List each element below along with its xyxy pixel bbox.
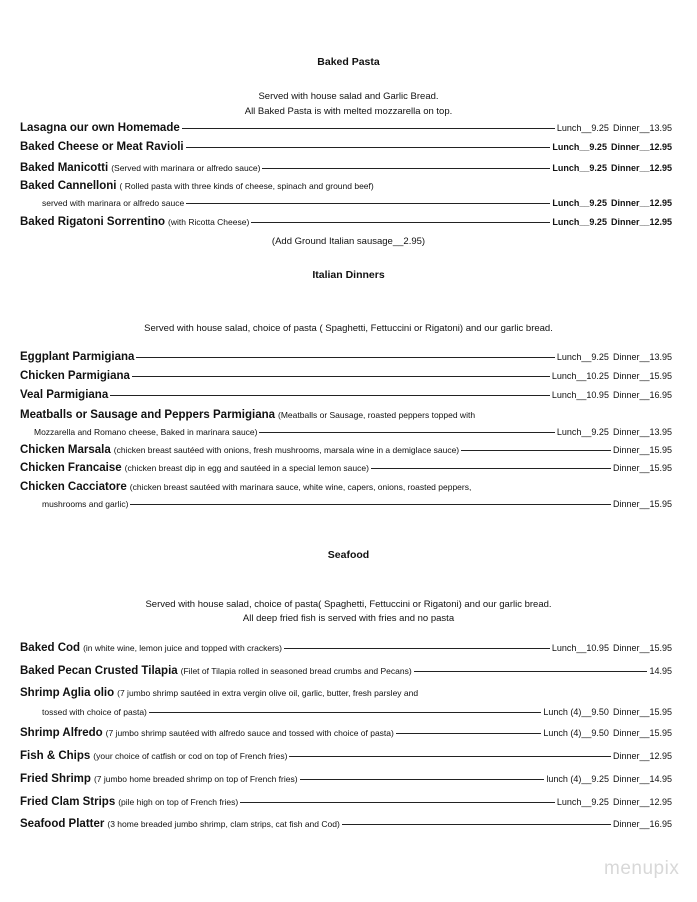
leader-line bbox=[132, 376, 550, 377]
item-name: Fish & Chips bbox=[20, 750, 91, 762]
item-description: (chicken breast sautéed with onions, fresh mushrooms, marsala wine in a demiglace sauce) bbox=[113, 445, 460, 455]
menu-item-shrimp-aglio-olio-cont bbox=[42, 707, 672, 723]
section-note: All Baked Pasta is with melted mozzarella on top. bbox=[244, 106, 453, 117]
section-note: Served with house salad, choice of pasta ( Spaghetti, Fettuccini or Rigatoni) and our garlic bread. bbox=[144, 323, 553, 334]
item-name: Baked Manicotti bbox=[20, 162, 109, 174]
item-name: Baked Cod bbox=[20, 642, 81, 654]
menu-item-manicotti bbox=[20, 162, 672, 178]
footnote: (Add Ground Italian sausage__2.95) bbox=[271, 236, 426, 247]
item-name: Shrimp Aglia olio bbox=[20, 687, 115, 699]
item-description: (chicken breast sautéed with marinara sauce, white wine, capers, onions, roasted peppers, bbox=[129, 482, 472, 492]
item-description: (Served with marinara or alfredo sauce) bbox=[111, 163, 261, 173]
leader-line bbox=[259, 432, 554, 433]
leader-line bbox=[186, 203, 550, 204]
menu-item-chicken-marsala bbox=[20, 444, 672, 460]
section-note: Served with house salad, choice of pasta( Spaghetti, Fettuccini or Rigatoni) and our garlic bread. bbox=[145, 599, 552, 610]
item-description: (Meatballs or Sausage, roasted peppers topped with bbox=[278, 410, 476, 420]
watermark-logo: menupix bbox=[604, 858, 680, 879]
menu-item-fried-clam-strips bbox=[20, 796, 672, 812]
menu-item-seafood-platter bbox=[20, 818, 672, 834]
menu-item-chicken-francaise bbox=[20, 462, 672, 478]
dinner-price: Dinner__12.95 bbox=[610, 163, 672, 173]
item-name: Veal Parmigiana bbox=[20, 389, 109, 401]
item-name: Meatballs or Sausage and Peppers Parmigiana bbox=[20, 409, 276, 421]
item-name: Chicken Cacciatore bbox=[20, 481, 127, 493]
dinner-price: Dinner__16.95 bbox=[612, 390, 672, 400]
leader-line bbox=[130, 504, 611, 505]
lunch-price: Lunch__9.25 bbox=[552, 198, 607, 208]
dinner-price: Dinner__12.95 bbox=[610, 142, 672, 152]
dinner-price: 14.95 bbox=[649, 666, 672, 676]
leader-line bbox=[371, 468, 611, 469]
item-description: tossed with choice of pasta) bbox=[42, 707, 147, 717]
item-name: Chicken Parmigiana bbox=[20, 370, 130, 382]
lunch-price: Lunch__10.95 bbox=[551, 390, 609, 400]
lunch-price: Lunch__10.95 bbox=[551, 643, 609, 653]
dinner-price: Dinner__13.95 bbox=[612, 352, 672, 362]
menu-item-veal-parm bbox=[20, 389, 672, 405]
item-description: (7 jumbo shrimp sautéed in extra vergin olive oil, garlic, butter, fresh parsley and bbox=[117, 688, 419, 698]
item-description: (7 jumbo home breaded shrimp on top of French fries) bbox=[93, 774, 298, 784]
dinner-price: Dinner__12.95 bbox=[610, 198, 672, 208]
menu-item-eggplant bbox=[20, 351, 672, 367]
dinner-price: Dinner__15.95 bbox=[612, 463, 672, 473]
leader-line bbox=[396, 733, 542, 734]
section-note: All deep fried fish is served with fries and no pasta bbox=[242, 613, 455, 624]
item-name: Fried Clam Strips bbox=[20, 796, 116, 808]
lunch-price: lunch (4)__9.25 bbox=[546, 774, 609, 784]
section-title-baked-pasta: Baked Pasta bbox=[317, 56, 380, 68]
lunch-price: Lunch__9.25 bbox=[552, 217, 607, 227]
menu-item-fried-shrimp bbox=[20, 773, 672, 789]
item-description: (7 jumbo shrimp sautéed with alfredo sauce and tossed with choice of pasta) bbox=[105, 728, 394, 738]
leader-line bbox=[461, 450, 611, 451]
dinner-price: Dinner__13.95 bbox=[612, 427, 672, 437]
item-name: Shrimp Alfredo bbox=[20, 727, 103, 739]
leader-line bbox=[284, 648, 550, 649]
lunch-price: Lunch__9.25 bbox=[556, 797, 609, 807]
lunch-price: Lunch (4)__9.50 bbox=[543, 707, 609, 717]
item-description: mushrooms and garlic) bbox=[42, 499, 129, 509]
menu-item-fish-chips bbox=[20, 750, 672, 766]
menu-item-chicken-parm bbox=[20, 370, 672, 386]
leader-line bbox=[342, 824, 611, 825]
item-description: (3 home breaded jumbo shrimp, clam strips, cat fish and Cod) bbox=[107, 819, 340, 829]
item-name: Baked Cannelloni bbox=[20, 180, 117, 192]
item-name: Lasagna our own Homemade bbox=[20, 122, 180, 134]
dinner-price: Dinner__12.95 bbox=[610, 217, 672, 227]
leader-line bbox=[251, 222, 550, 223]
leader-line bbox=[240, 802, 555, 803]
menu-item-ravioli bbox=[20, 141, 672, 157]
item-name: Baked Rigatoni Sorrentino bbox=[20, 216, 166, 228]
item-name: Chicken Marsala bbox=[20, 444, 111, 456]
menu-item-chicken-cacciatore bbox=[20, 481, 672, 497]
item-description: (chicken breast dip in egg and sautéed in a special lemon sauce) bbox=[124, 463, 369, 473]
lunch-price: Lunch__9.25 bbox=[556, 123, 609, 133]
menu-item-meatballs-sausage bbox=[20, 409, 672, 425]
section-title-seafood: Seafood bbox=[327, 549, 370, 561]
menu-item-meatballs-sausage-cont bbox=[34, 427, 672, 443]
item-description: (pile high on top of French fries) bbox=[118, 797, 239, 807]
lunch-price: Lunch__9.25 bbox=[556, 427, 609, 437]
item-description: ( Rolled pasta with three kinds of cheese, spinach and ground beef) bbox=[119, 181, 374, 191]
leader-line bbox=[300, 779, 545, 780]
menu-item-cannelloni-cont bbox=[42, 198, 672, 214]
menu-item-tilapia bbox=[20, 665, 672, 681]
leader-line bbox=[149, 712, 542, 713]
item-description: (your choice of catfish or cod on top of French fries) bbox=[93, 751, 288, 761]
menu-item-baked-cod bbox=[20, 642, 672, 658]
leader-line bbox=[136, 357, 555, 358]
section-note: Served with house salad and Garlic Bread. bbox=[258, 91, 439, 102]
menu-item-rigatoni bbox=[20, 216, 672, 232]
leader-line bbox=[289, 756, 611, 757]
item-name: Eggplant Parmigiana bbox=[20, 351, 135, 363]
leader-line bbox=[110, 395, 550, 396]
dinner-price: Dinner__15.95 bbox=[612, 728, 672, 738]
dinner-price: Dinner__12.95 bbox=[612, 797, 672, 807]
leader-line bbox=[182, 128, 555, 129]
item-description: Mozzarella and Romano cheese, Baked in marinara sauce) bbox=[34, 427, 258, 437]
item-name: Chicken Francaise bbox=[20, 462, 122, 474]
item-name: Seafood Platter bbox=[20, 818, 105, 830]
item-name: Baked Cheese or Meat Ravioli bbox=[20, 141, 184, 153]
menu-item-lasagna bbox=[20, 122, 672, 138]
section-title-italian-dinners: Italian Dinners bbox=[312, 269, 385, 281]
leader-line bbox=[262, 168, 550, 169]
menu-item-chicken-cacciatore-cont bbox=[42, 499, 672, 515]
dinner-price: Dinner__14.95 bbox=[612, 774, 672, 784]
lunch-price: Lunch__9.25 bbox=[556, 352, 609, 362]
menu-item-cannelloni bbox=[20, 180, 672, 196]
item-description: (with Ricotta Cheese) bbox=[168, 217, 250, 227]
dinner-price: Dinner__13.95 bbox=[612, 123, 672, 133]
menu-item-shrimp-aglio-olio bbox=[20, 687, 672, 703]
item-name: Fried Shrimp bbox=[20, 773, 91, 785]
leader-line bbox=[186, 147, 551, 148]
lunch-price: Lunch (4)__9.50 bbox=[543, 728, 609, 738]
item-description: (in white wine, lemon juice and topped with crackers) bbox=[83, 643, 282, 653]
dinner-price: Dinner__12.95 bbox=[612, 751, 672, 761]
item-name: Baked Pecan Crusted Tilapia bbox=[20, 665, 178, 677]
lunch-price: Lunch__10.25 bbox=[551, 371, 609, 381]
menu-item-shrimp-alfredo bbox=[20, 727, 672, 743]
dinner-price: Dinner__15.95 bbox=[612, 643, 672, 653]
dinner-price: Dinner__15.95 bbox=[612, 707, 672, 717]
dinner-price: Dinner__15.95 bbox=[612, 445, 672, 455]
item-description: (Filet of Tilapia rolled in seasoned bread crumbs and Pecans) bbox=[180, 666, 412, 676]
lunch-price: Lunch__9.25 bbox=[552, 163, 607, 173]
dinner-price: Dinner__15.95 bbox=[612, 371, 672, 381]
leader-line bbox=[414, 671, 648, 672]
dinner-price: Dinner__15.95 bbox=[612, 499, 672, 509]
dinner-price: Dinner__16.95 bbox=[612, 819, 672, 829]
item-description: served with marinara or alfredo sauce bbox=[42, 198, 185, 208]
lunch-price: Lunch__9.25 bbox=[552, 142, 607, 152]
